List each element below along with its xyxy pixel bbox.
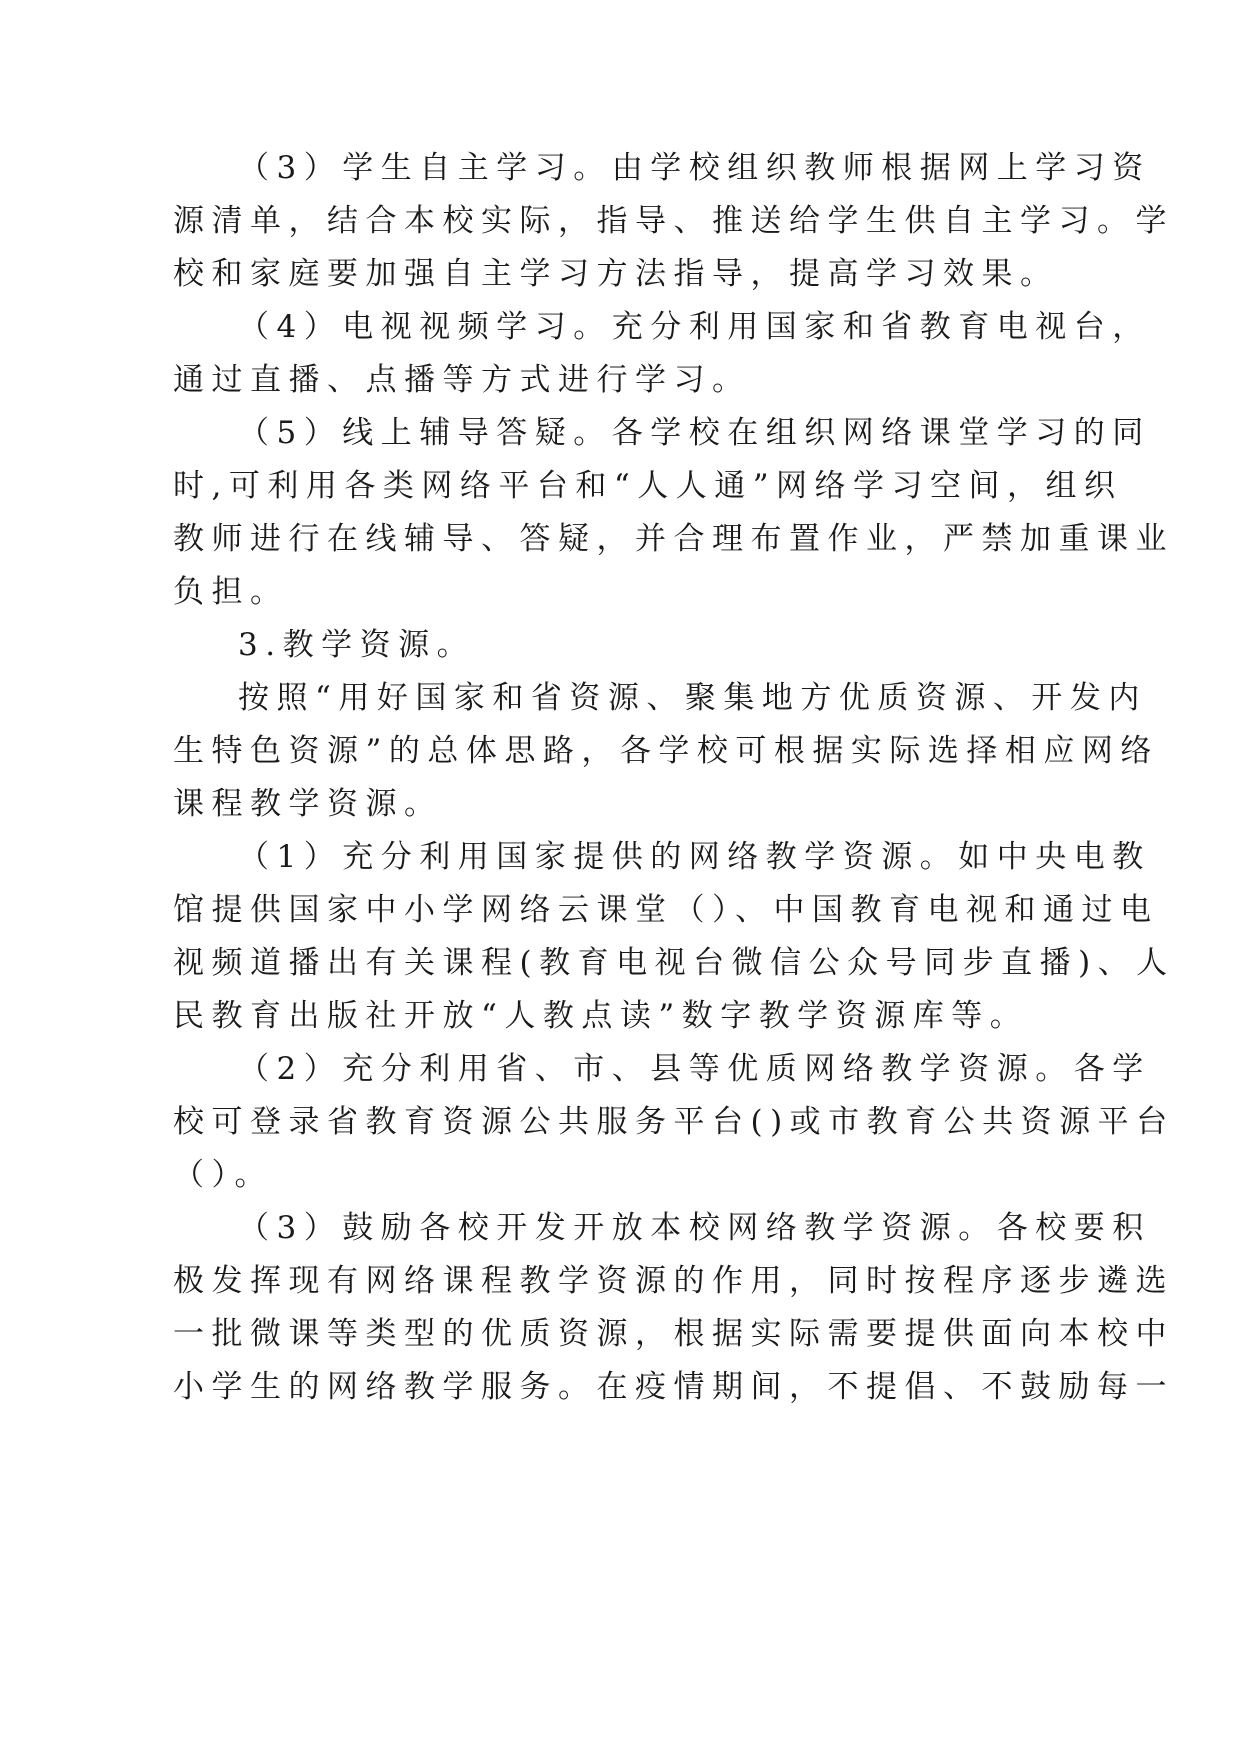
paragraph-5-line-1: 按照“用好国家和省资源、聚集地方优质资源、开发内 xyxy=(238,680,1147,716)
paragraph-6-line-1: （1）充分利用国家提供的网络教学资源。如中央电教 xyxy=(238,839,1151,875)
paragraph-6-line-4: 民教育出版社开放“人教点读”数字教学资源库等。 xyxy=(173,998,1029,1034)
paragraph-3-line-3: 教师进行在线辅导、答疑，并合理布置作业，严禁加重课业 xyxy=(173,521,1174,557)
paragraph-7-line-1: （2）充分利用省、市、县等优质网络教学资源。各学 xyxy=(238,1051,1151,1087)
paragraph-6-line-3: 视频道播出有关课程(教育电视台微信公众号同步直播)、人 xyxy=(173,945,1175,981)
section-heading: 3.教学资源。 xyxy=(238,627,476,663)
paragraph-6-line-2: 馆提供国家中小学网络云课堂（）、中国教育电视和通过电 xyxy=(173,892,1159,928)
paragraph-8-line-4: 小学生的网络教学服务。在疫情期间，不提倡、不鼓励每一 xyxy=(173,1369,1174,1405)
paragraph-8-line-3: 一批微课等类型的优质资源，根据实际需要提供面向本校中 xyxy=(173,1316,1174,1352)
paragraph-5-line-3: 课程教学资源。 xyxy=(173,786,443,822)
paragraph-7-line-2: 校可登录省教育资源公共服务平台()或市教育公共资源平台 xyxy=(173,1104,1175,1140)
paragraph-2-line-1: （4）电视视频学习。充分利用国家和省教育电视台， xyxy=(238,309,1151,345)
paragraph-7-line-3: （）。 xyxy=(173,1157,273,1193)
paragraph-8-line-1: （3）鼓励各校开发开放本校网络教学资源。各校要积 xyxy=(238,1210,1151,1246)
paragraph-1-line-1: （3）学生自主学习。由学校组织教师根据网上学习资 xyxy=(238,150,1151,186)
paragraph-5-line-2: 生特色资源”的总体思路，各学校可根据实际选择相应网络 xyxy=(173,733,1159,769)
paragraph-1-line-3: 校和家庭要加强自主学习方法指导，提高学习效果。 xyxy=(173,256,1059,292)
paragraph-2-line-2: 通过直播、点播等方式进行学习。 xyxy=(173,362,751,398)
paragraph-3-line-2: 时,可利用各类网络平台和“人人通”网络学习空间，组织 xyxy=(173,468,1123,504)
paragraph-8-line-2: 极发挥现有网络课程教学资源的作用，同时按程序逐步遴选 xyxy=(173,1263,1174,1299)
paragraph-1-line-2: 源清单，结合本校实际，指导、推送给学生供自主学习。学 xyxy=(173,203,1174,239)
paragraph-3-line-4: 负担。 xyxy=(173,574,289,610)
paragraph-3-line-1: （5）线上辅导答疑。各学校在组织网络课堂学习的同 xyxy=(238,415,1151,451)
